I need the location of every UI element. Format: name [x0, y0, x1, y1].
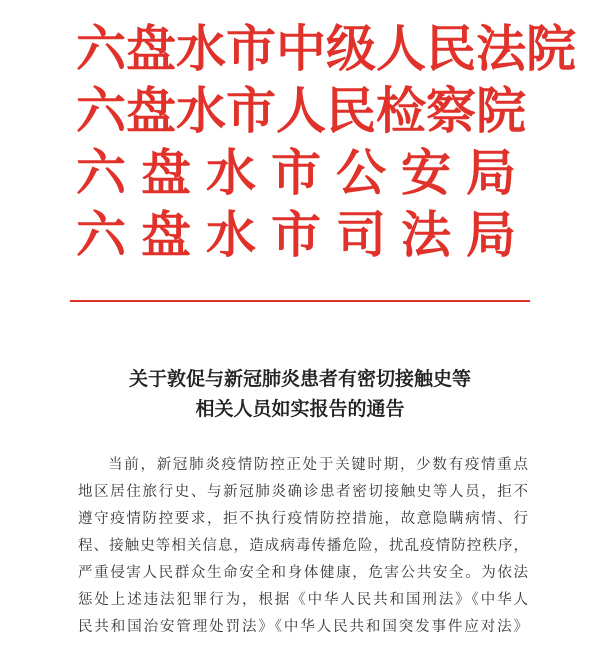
- issuer-char: 市: [271, 205, 321, 264]
- issuer-char: 市: [226, 19, 276, 78]
- body-line: 民共和国治安管理处罚法》《中华人民共和国突发事件应对法》: [78, 619, 528, 635]
- issuer-char: 察: [426, 81, 476, 140]
- issuer-char: 盘: [126, 19, 176, 78]
- issuer-char: 水: [176, 19, 226, 78]
- notice-title: [60, 364, 540, 424]
- issuer-char: 盘: [141, 205, 191, 264]
- issuer-char: 六: [76, 81, 126, 140]
- issuer-char: 市: [226, 81, 276, 140]
- issuer-char: 民: [426, 19, 476, 78]
- issuer-char: 法: [476, 19, 526, 78]
- issuer-char: 局: [466, 143, 516, 202]
- red-divider-line: [70, 300, 530, 302]
- issuer-char: 级: [326, 19, 376, 78]
- issuer-char: 盘: [141, 143, 191, 202]
- issuer-line: [76, 18, 576, 80]
- issuer-char: 公: [336, 143, 386, 202]
- issuing-authorities: [76, 18, 576, 266]
- issuer-char: 民: [326, 81, 376, 140]
- issuer-char: 人: [276, 81, 326, 140]
- issuer-char: 水: [206, 143, 256, 202]
- title-line: 关于敦促与新冠肺炎患者有密切接触史等: [128, 368, 471, 390]
- issuer-char: 中: [276, 19, 326, 78]
- issuer-line: [76, 142, 516, 204]
- body-line: 严重侵害人民群众生命安全和身体健康，危害公共安全。为依法: [78, 565, 528, 581]
- issuer-char: 盘: [126, 81, 176, 140]
- issuer-char: 司: [336, 205, 386, 264]
- body-line: 程、接触史等相关信息，造成病毒传播危险，扰乱疫情防控秩序，: [78, 538, 528, 554]
- issuer-char: 六: [76, 143, 126, 202]
- body-line: 当前，新冠肺炎疫情防控正处于关键时期，少数有疫情重点: [108, 457, 528, 473]
- issuer-char: 六: [76, 205, 126, 264]
- issuer-line: [76, 80, 526, 142]
- body-line: 遵守疫情防控要求，拒不执行疫情防控措施，故意隐瞒病情、行: [78, 511, 528, 527]
- issuer-char: 检: [376, 81, 426, 140]
- notice-body: [78, 452, 528, 641]
- issuer-char: 安: [401, 143, 451, 202]
- issuer-char: 人: [376, 19, 426, 78]
- issuer-char: 水: [176, 81, 226, 140]
- issuer-char: 院: [526, 19, 576, 78]
- issuer-char: 局: [466, 205, 516, 264]
- title-line: 相关人员如实报告的通告: [195, 398, 405, 420]
- issuer-char: 水: [206, 205, 256, 264]
- body-line: 地区居住旅行史、与新冠肺炎确诊患者密切接触史等人员，拒不: [78, 484, 528, 500]
- issuer-char: 六: [76, 19, 126, 78]
- issuer-char: 院: [476, 81, 526, 140]
- body-line: 惩处上述违法犯罪行为，根据《中华人民共和国刑法》《中华人: [78, 592, 528, 608]
- issuer-char: 法: [401, 205, 451, 264]
- issuer-line: [76, 204, 516, 266]
- issuer-char: 市: [271, 143, 321, 202]
